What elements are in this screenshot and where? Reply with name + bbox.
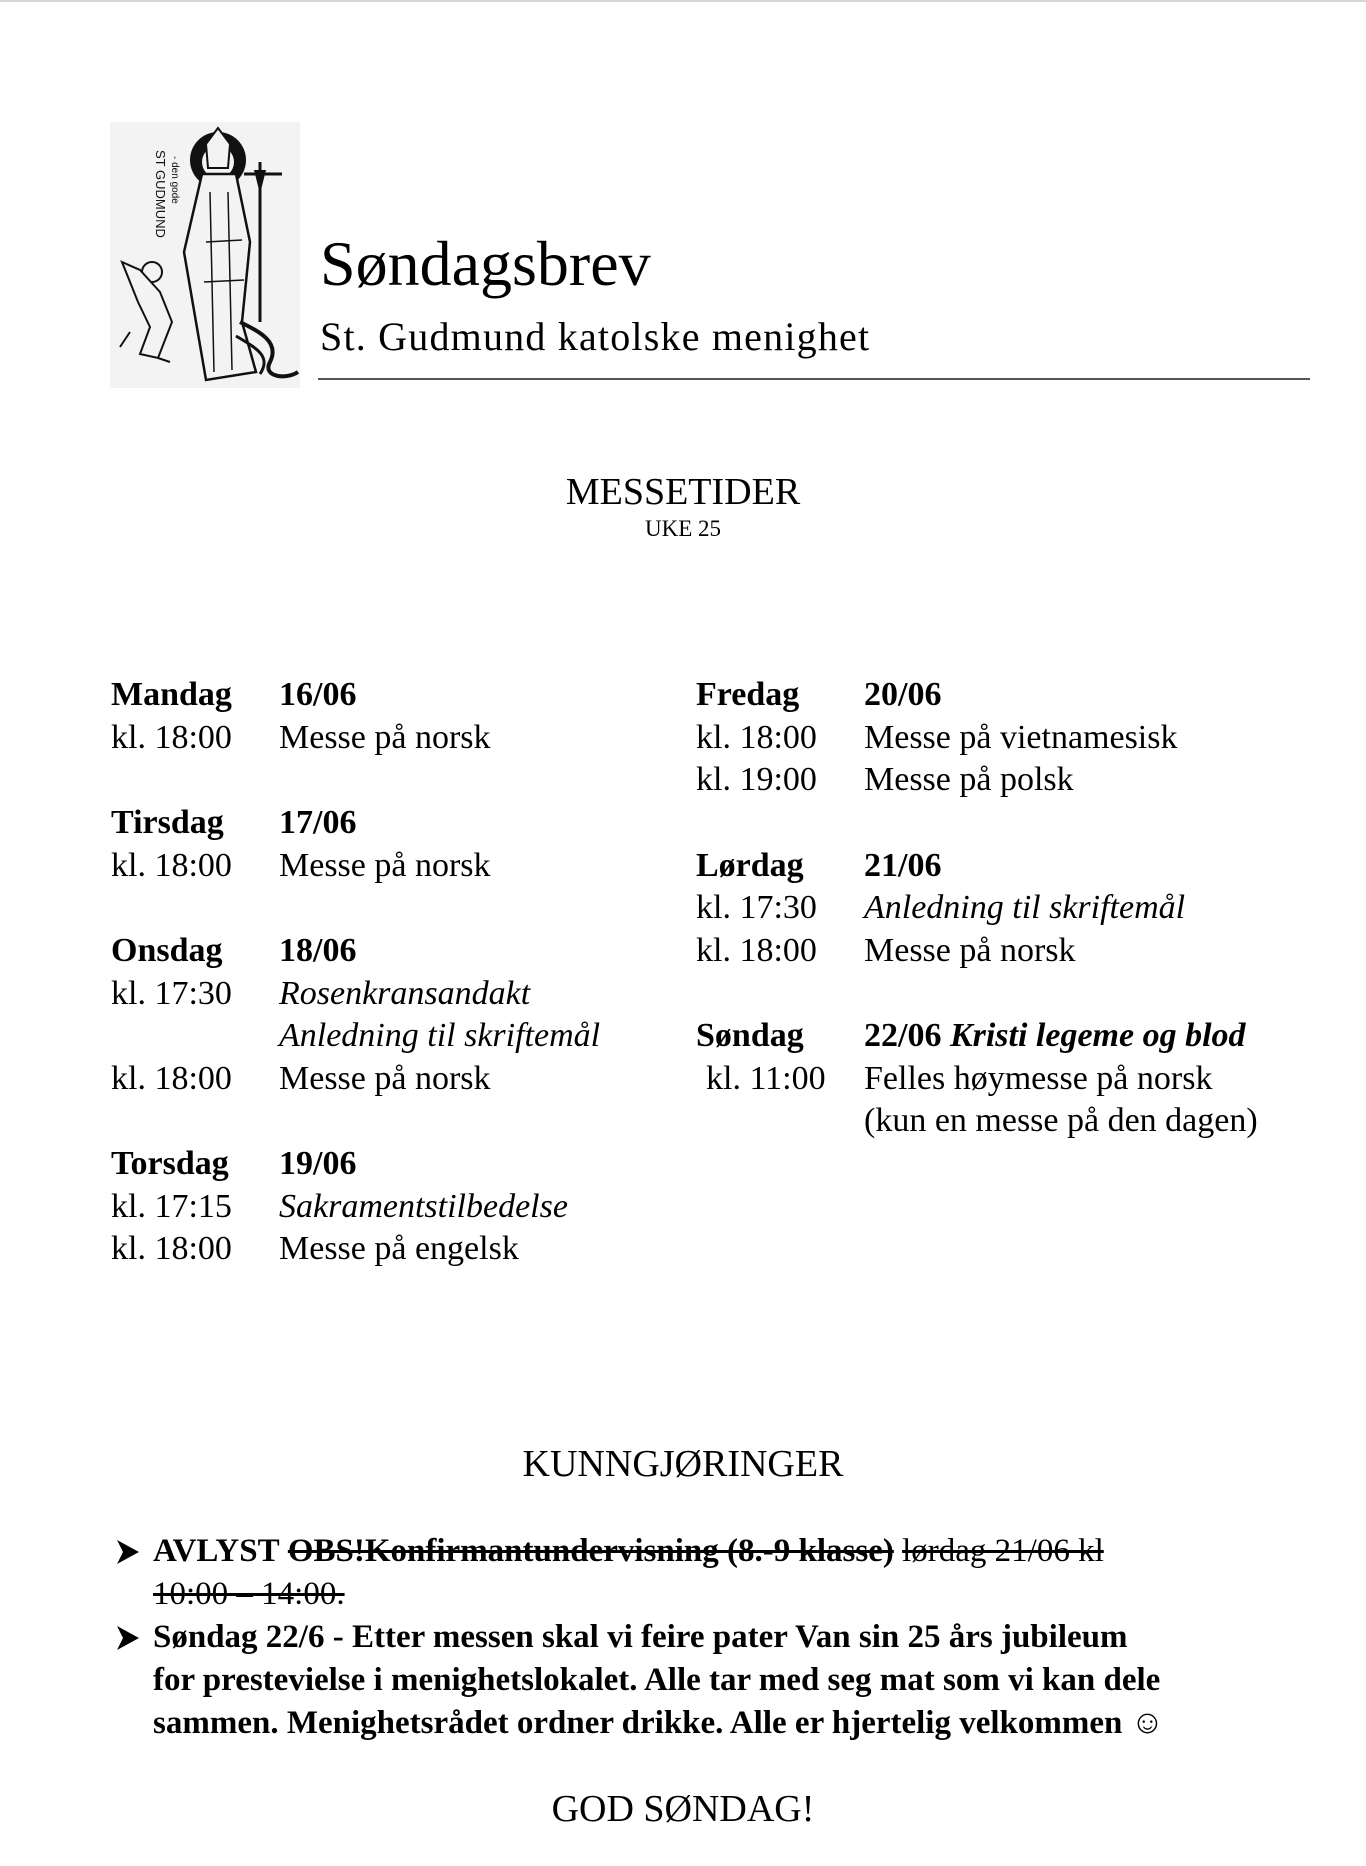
day-block-lordag [696,845,1336,973]
logo-text-2: - den gode [169,156,180,204]
day-name: Fredag [696,676,800,713]
header-divider [318,378,1310,380]
announcement-line: Søndag 22/6 - Etter messen skal vi feire pater Van sin 25 års jubileum [153,1619,1128,1655]
announcement-line: sammen. Menighetsrådet ordner drikke. Alle er hjertelig velkommen ☺ [153,1705,1165,1741]
time: kl. 18:00 [111,718,232,756]
page-top-border [0,0,1366,2]
schedule-row [696,717,1336,760]
time: kl. 18:00 [111,1059,232,1097]
schedule-row [111,1058,751,1101]
day-header [696,1015,1336,1058]
event: (kun en messe på den dagen) [864,1102,1258,1139]
st-gudmund-logo [110,122,300,388]
event: Sakramentstilbedelse [279,1187,568,1225]
schedule-row [111,845,751,888]
day-header [111,674,751,717]
event: Messe på engelsk [279,1230,519,1267]
time: kl. 19:00 [696,761,817,798]
day-name: Søndag [696,1017,804,1054]
schedule-row [696,930,1336,973]
day-date: 17/06 [279,804,357,841]
feast-name: Kristi legeme og blod [949,1017,1246,1054]
event: Felles høymesse på norsk [864,1059,1213,1097]
schedule-row [696,887,1336,930]
day-name: Tirsdag [111,804,224,841]
day-block-torsdag [111,1143,751,1271]
day-block-sondag [696,1015,1336,1143]
time: kl. 17:15 [111,1187,232,1225]
schedule-row [696,1100,1336,1143]
schedule-left-column [111,674,751,1314]
day-header [111,930,751,973]
page-subtitle: St. Gudmund katolske menighet [320,314,871,359]
day-block-onsdag [111,930,751,1100]
event: Messe på norsk [279,1059,491,1097]
schedule-row [111,973,751,1016]
day-date [864,1015,1246,1058]
announcements-list [111,1530,1321,1745]
schedule-week: UKE 25 [644,516,722,541]
day-header [111,802,751,845]
event: Anledning til skriftemål [864,889,1186,926]
event: Messe på norsk [864,931,1076,969]
logo-text-1: ST GUDMUND [153,150,168,238]
page-title: Søndagsbrev [320,228,651,299]
struck-text: lørdag 21/06 kl [902,1533,1104,1569]
announcements-title: KUNNGJØRINGER [522,1443,844,1485]
day-header [111,1143,751,1186]
day-header [696,845,1336,888]
announcement-item-1 [111,1530,1321,1616]
arrow-bullet-icon [111,1616,145,1659]
time: kl. 18:00 [111,1230,232,1267]
day-block-fredag [696,674,1336,802]
time: kl. 11:00 [706,1059,826,1097]
time: kl. 18:00 [696,718,817,756]
day-date-value: 22/06 [864,1017,942,1054]
day-header [696,674,1336,717]
announcement-line [153,1573,1321,1616]
day-date: 20/06 [864,676,942,713]
time: kl. 18:00 [696,931,817,969]
day-block-tirsdag [111,802,751,887]
event: Messe på vietnamesisk [864,718,1178,756]
day-name: Torsdag [111,1145,229,1182]
arrow-bullet-icon [111,1530,145,1573]
schedule-right-column [696,674,1336,1186]
event: Rosenkransandakt [279,974,531,1012]
event: Messe på polsk [864,761,1074,798]
day-date: 21/06 [864,846,942,884]
schedule-row [696,1058,1336,1101]
time [696,1100,864,1143]
struck-title: OBS!Konfirmantundervisning (8.-9 klasse) [287,1533,894,1569]
time: kl. 17:30 [111,974,232,1012]
schedule-row [696,759,1336,802]
announcement-line: for prestevielse i menighetslokalet. Alle tar med seg mat som vi kan dele [153,1662,1161,1698]
schedule-row [111,717,751,760]
day-name: Lørdag [696,846,804,884]
cancelled-label: AVLYST [153,1533,280,1569]
day-name: Onsdag [111,932,223,969]
event: Messe på norsk [279,846,491,884]
announcement-line [153,1530,1321,1573]
schedule-row [111,1186,751,1229]
day-name: Mandag [111,676,232,713]
schedule-row [111,1015,751,1058]
announcement-item-2 [111,1616,1321,1745]
event: Anledning til skriftemål [279,1017,601,1054]
day-date: 19/06 [279,1145,357,1182]
day-date: 16/06 [279,676,357,713]
time [111,1015,279,1058]
schedule-title: MESSETIDER [565,471,801,513]
day-date: 18/06 [279,932,357,969]
time: kl. 18:00 [111,846,232,884]
closing-greeting: GOD SØNDAG! [551,1788,815,1830]
event: Messe på norsk [279,718,491,756]
time: kl. 17:30 [696,889,817,926]
day-block-mandag [111,674,751,759]
struck-text: 10:00 – 14:00. [153,1576,345,1612]
schedule-row [111,1228,751,1271]
